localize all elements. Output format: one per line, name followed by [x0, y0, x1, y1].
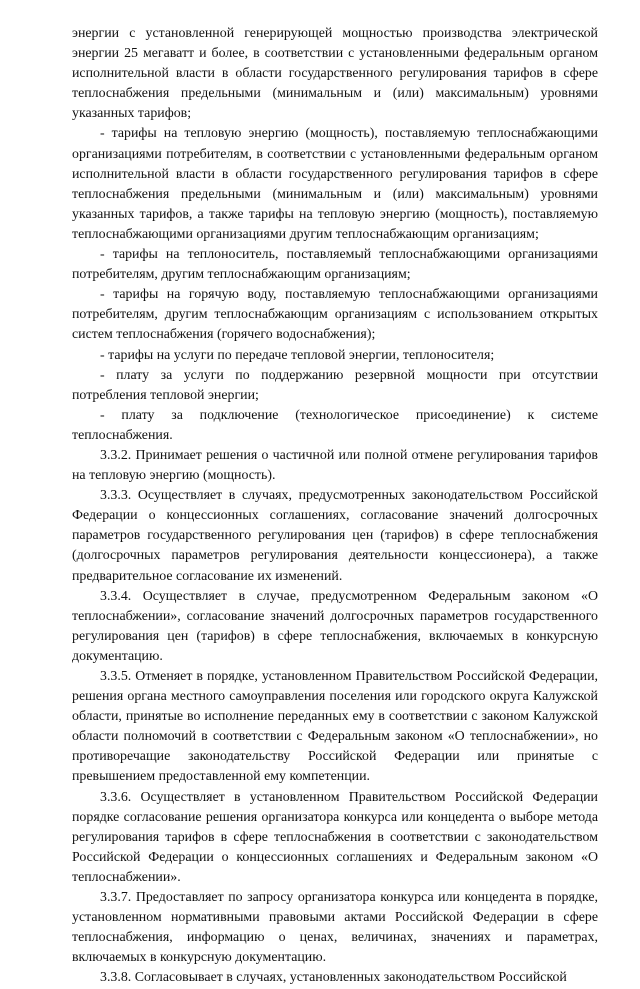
clause-3-3-6: 3.3.6. Осуществляет в установленном Правительством Российской Федерации порядке согласование решения организатора конкурса или концедента о выборе метода регулирования тарифов в сфере теплоснабжения в соответствии с законодательством Российской Федерации о концессионных соглашениях и Федеральным законом «О теплоснабжении». [72, 789, 598, 885]
clause-3-3-8: 3.3.8. Согласовывает в случаях, установленных законодательством Российской [100, 970, 567, 986]
clause-3-3-7: 3.3.7. Предоставляет по запросу организатора конкурса или концедента в порядке, установленном нормативными правовыми актами Российской Федерации в сфере теплоснабжения, информацию о ценах, величинах, значениях и параметрах, включаемых в конкурсную документацию. [72, 890, 598, 966]
clause-3-3-3: 3.3.3. Осуществляет в случаях, предусмотренных законодательством Российской Федерации о концессионных соглашениях, согласование значений долгосрочных параметров государственного регулирования цен (тарифов) в сфере теплоснабжения (долгосрочных параметров регулирования деятельности концессионера), а также предварительное согласование их изменений. [72, 488, 598, 584]
list-item-connection-fee: - плату за подключение (технологическое присоединение) к системе теплоснабжения. [72, 407, 598, 443]
clause-3-3-2: 3.3.2. Принимает решения о частичной или полной отмене регулирования тарифов на тепловую энергию (мощность). [72, 447, 598, 484]
clause-3-3-5: 3.3.5. Отменяет в порядке, установленном Правительством Российской Федерации, решения органа местного самоуправления поселения или городского округа Калужской области, принятые во исполнение переданных ему в соответствии с законом Калужской области полномочий в соответствии с Федеральным законом «О теплоснабжении», но противоречащие законодательству Российской Федерации или принятые с превышением предоставленной ему компетенции. [72, 669, 598, 785]
list-item-reserve-capacity-fee: - плату за услуги по поддержанию резервной мощности при отсутствии потребления тепловой энергии; [72, 367, 598, 403]
list-item-heat-energy-tariffs: - тарифы на тепловую энергию (мощность), поставляемую теплоснабжающими организациями потребителям, в соответствии с установленными федеральным органом исполнительной власти в области государственного регулирования тарифов в сфере теплоснабжения предельными (минимальным и (или) максимальным) уровнями указанных тарифов, а также тарифы на тепловую энергию (мощность), поставляемую теплоснабжающими организациями другим теплоснабжающим организациям; [72, 126, 598, 242]
clause-3-3-4: 3.3.4. Осуществляет в случае, предусмотренном Федеральным законом «О теплоснабжении», согласование значений долгосрочных параметров государственного регулирования цен (тарифов) в сфере теплоснабжения, включаемых в конкурсную документацию. [72, 588, 598, 664]
list-item-heat-carrier-tariffs: - тарифы на теплоноситель, поставляемый теплоснабжающими организациями потребителям, другим теплоснабжающим организациям; [72, 247, 598, 283]
paragraph-continuation: энергии с установленной генерирующей мощностью производства электрической энергии 25 мегаватт и более, в соответствии с установленными федеральным органом исполнительной власти в области государственного регулирования тарифов в сфере теплоснабжения предельными (минимальным и (или) максимальным) уровнями указанных тарифов; [72, 26, 598, 122]
list-item-hot-water-tariffs: - тарифы на горячую воду, поставляемую теплоснабжающими организациями потребителям, другим теплоснабжающим организациям с использованием открытых систем теплоснабжения (горячего водоснабжения); [72, 287, 598, 343]
list-item-transmission-tariffs: - тарифы на услуги по передаче тепловой энергии, теплоносителя; [100, 347, 495, 363]
